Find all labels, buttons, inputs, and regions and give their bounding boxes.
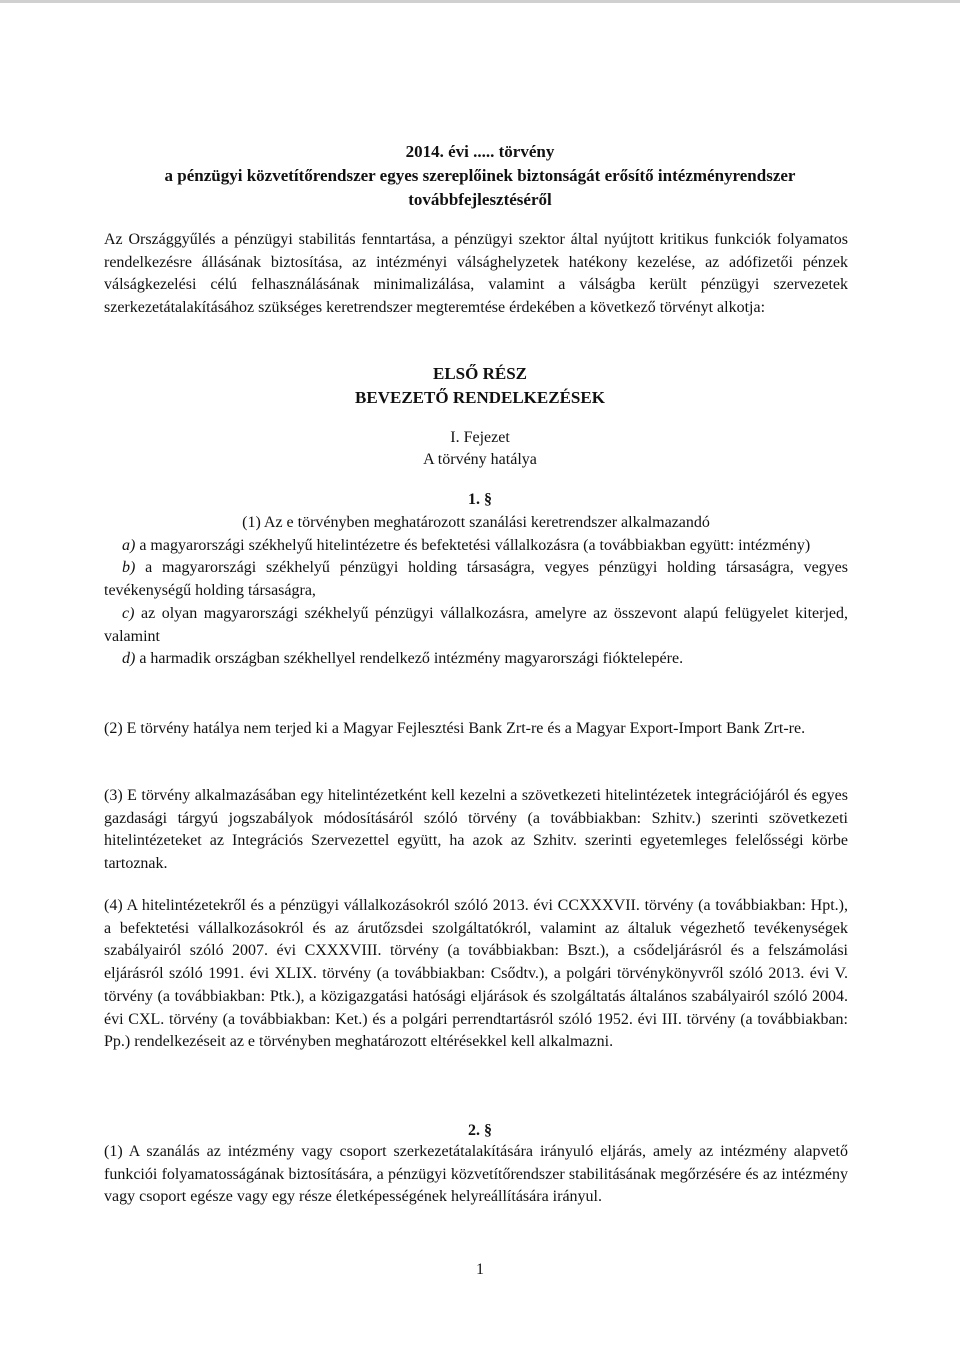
law-title-line3: továbbfejlesztéséről [408,190,552,209]
section-1-paragraph-4-text: (4) A hitelintézetekről és a pénzügyi vállalkozásokról szóló 2013. évi CCXXXVII. törvény (a továbbiakban: Hpt.), a befektetési vállalkozásokról és az árutőzsdei szolgáltatókról, valamint az általuk végezhető tevékenységek szabályairól szóló 2007. évi CXXXVIII. törvény (a továbbiakban: Bszt.), a csődeljárásról és a felszámolási eljárásról szóló 1991. évi XLIX. törvény (a továbbiakban: Csődtv.), a polgári törvénykönyvről szóló 2013. évi V. törvény (a továbbiakban: Ptk.), a közigazgatási hatósági eljárások és szolgáltatás általános szabályairól szóló 2004. évi CXL. törvény (a továbbiakban: Ket.) és a polgári perrendtartásról szóló 1952. évi III. törvény (a továbbiakban: Pp.) rendelkezéseit az e törvényben meghatározott eltérésekkel kell alkalmazni. [104,897,848,1051]
point-c-text: az olyan magyarországi székhelyű pénzügyi vállalkozásra, amelyre az összevont alapú felügyelet kiterjed, valamint [104,604,848,645]
point-b-text: a magyarországi székhelyű pénzügyi holding társaságra, vegyes pénzügyi holding társaságra, vegyes tevékenységű holding társaságra, [104,559,848,600]
section-1-point-c [104,603,848,648]
section-1-body [104,512,848,671]
section-1-paragraph-4 [104,895,848,1054]
section-1-paragraph-2 [104,718,848,741]
point-a-text: a magyarországi székhelyű hitelintézetre és befektetési vállalkozásra (a továbbiakban együtt: intézmény) [135,536,811,554]
section-2-paragraph-1-text: (1) A szanálás az intézmény vagy csoport szerkezetátalakítására irányuló eljárás, amely az intézmény alapvető funkciói folyamatosságának biztosítására, a pénzügyi közvetítőrendszer stabilitásának megőrzésére és az intézmény vagy csoport egésze vagy egy része életképességének helyreállítására irányul. [104,1143,848,1206]
preamble-text: Az Országgyűlés a pénzügyi stabilitás fenntartása, a pénzügyi szektor által nyújtott kritikus funkciók folyamatos rendelkezésre állásának biztosítása, az intézményi válsághelyzetek hatékony kezelése, az adófizetői pénzek válságkezelési célú felhasználásának minimalizálása, valamint a válságba került pénzügyi szervezetek szerkezetátalakításához szükséges keretrendszer megteremtése érdekében a következő törvényt alkotja: [104,231,848,317]
section-1-paragraph-3 [104,785,848,876]
point-c-letter: c) [122,604,135,622]
section-1-paragraph-3-text: (3) E törvény alkalmazásában egy hitelintézetként kell kezelni a szövetkezeti hitelintézetek integrációjáról és egyes gazdasági tárgyú jogszabályok módosításáról szóló törvény (a továbbiakban: Szhitv.) szerinti szövetkezeti hitelintézeteket az Integrációs Szervezettel együtt, ha azok az Szhitv. szerinti egyetemleges felelősségi körbe tartoznak. [104,787,848,873]
part-heading [100,362,860,410]
point-d-text: a harmadik országban székhellyel rendelkező intézmény magyarországi fióktelepére. [135,650,684,668]
chapter-number: I. Fejezet [450,429,510,446]
section-1-point-d [104,648,848,671]
law-title-line2: a pénzügyi közvetítőrendszer egyes szereplőinek biztonságát erősítő intézményrendszer [164,166,796,185]
point-d-letter: d) [122,650,136,668]
law-title-line1: 2014. évi ..... törvény [405,142,555,161]
section-1-number: 1. § [468,491,492,508]
section-1-point-a [104,535,848,558]
section-1-paragraph-2-text: (2) E törvény hatálya nem terjed ki a Magyar Fejlesztési Bank Zrt-re és a Magyar Export-Import Bank Zrt-re. [104,720,806,737]
section-2-paragraph-1 [104,1141,848,1209]
part-subtitle: BEVEZETŐ RENDELKEZÉSEK [355,388,605,407]
scan-edge-line [0,0,960,3]
page-number: 1 [476,1261,484,1278]
point-a-letter: a) [122,536,136,554]
section-1-paragraph-1: (1) Az e törvényben meghatározott szanálási keretrendszer alkalmazandó [242,514,710,531]
part-title: ELSŐ RÉSZ [432,364,527,383]
point-b-letter: b) [122,559,136,577]
law-title-block [100,140,860,212]
preamble [104,229,848,320]
chapter-title: A törvény hatálya [423,451,537,468]
chapter-heading [100,427,860,471]
section-2-number: 2. § [468,1122,492,1139]
section-1-point-b [104,557,848,602]
